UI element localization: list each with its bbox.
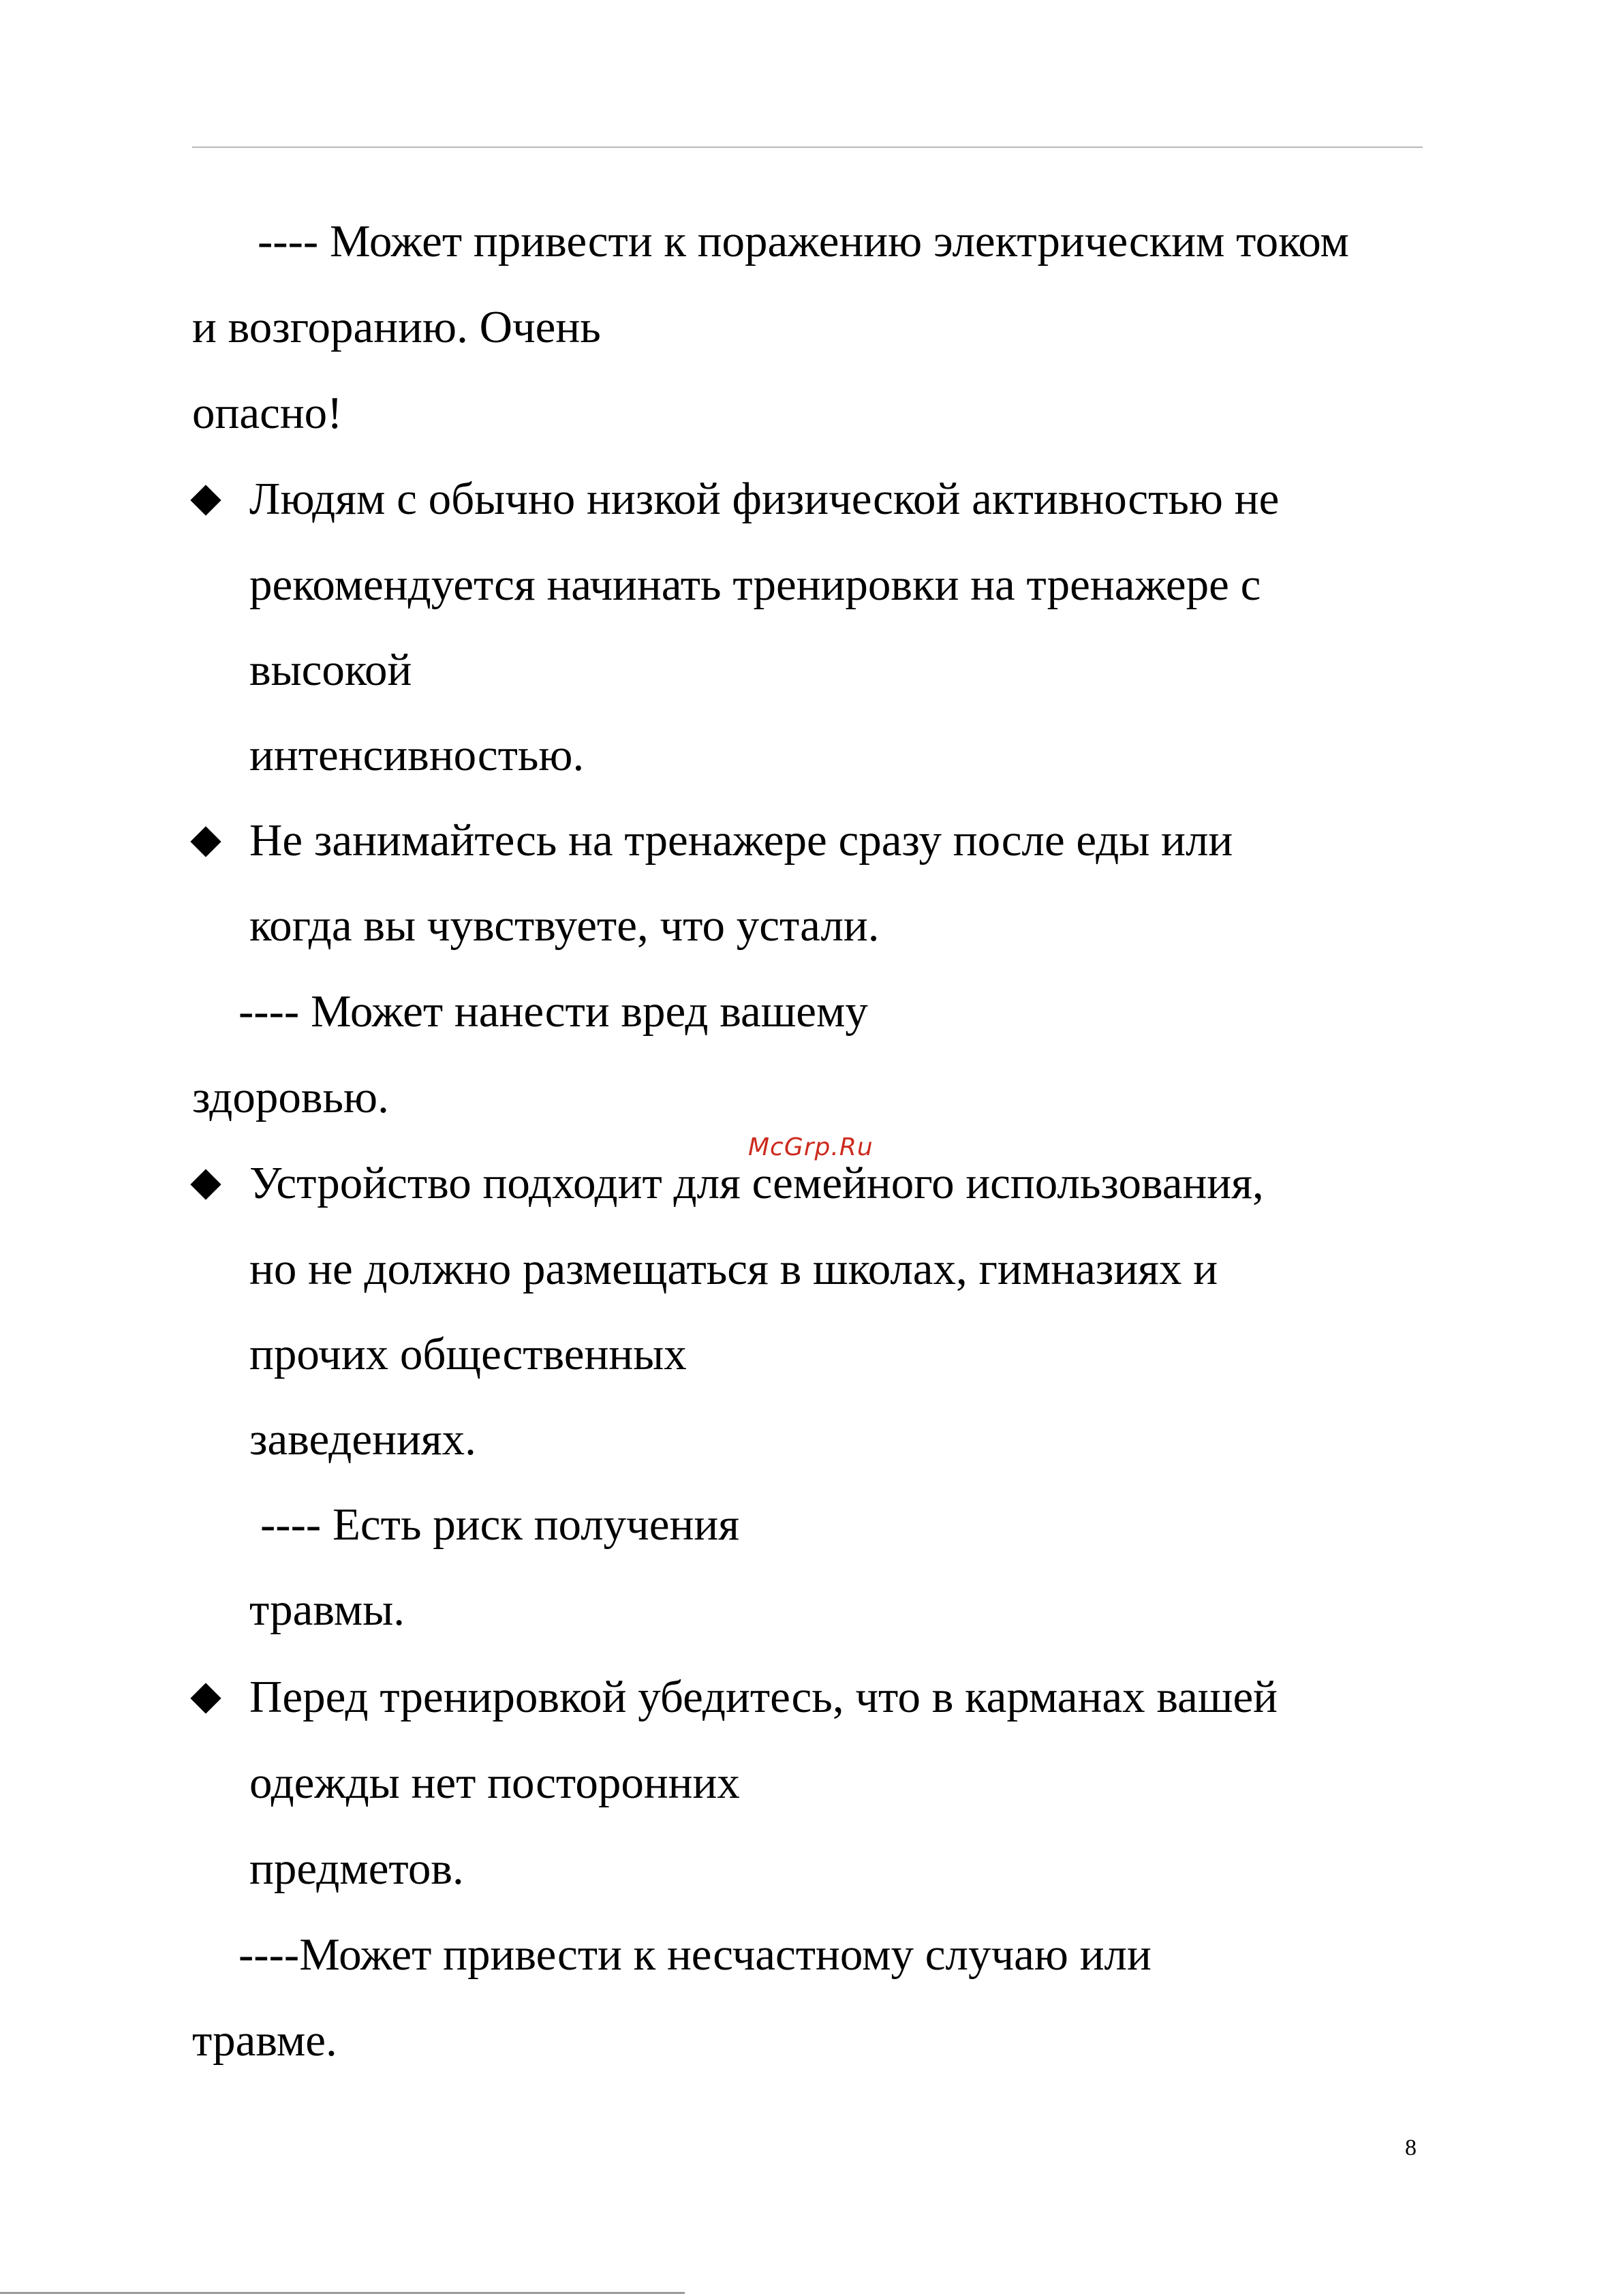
text-line: здоровью. <box>192 1072 389 1122</box>
diamond-bullet-icon <box>190 826 221 857</box>
header-rule <box>192 147 1423 148</box>
text-line: Не занимайтесь на тренажере сразу после еды или <box>249 815 1233 866</box>
text-line: предметов. <box>249 1843 464 1894</box>
diamond-bullet-icon <box>190 1683 221 1713</box>
watermark: McGrp.Ru <box>748 1133 874 1161</box>
text-line: травме. <box>192 2015 337 2066</box>
page-number: 8 <box>1405 2135 1417 2160</box>
text-line: интенсивностью. <box>249 730 585 780</box>
diamond-bullet-icon <box>190 1169 221 1199</box>
text-line: ---- Может привести к поражению электрическим током <box>258 216 1349 266</box>
text-line: заведениях. <box>249 1414 476 1465</box>
text-line: высокой <box>249 645 412 695</box>
text-line: ---- Есть риск получения <box>260 1499 740 1550</box>
text-line: Людям с обычно низкой физической активностью не <box>249 474 1280 524</box>
text-line: травмы. <box>249 1585 405 1635</box>
text-line: одежды нет посторонних <box>249 1758 740 1808</box>
text-line: прочих общественных <box>249 1329 687 1379</box>
text-line: Перед тренировкой убедитесь, что в карманах вашей <box>249 1672 1278 1722</box>
text-line: когда вы чувствуете, что устали. <box>249 900 880 951</box>
text-line: опасно! <box>192 388 343 438</box>
text-line: Устройство подходит для семейного использования, <box>249 1158 1264 1208</box>
text-line: ----Может привести к несчастному случаю или <box>238 1929 1151 1980</box>
footer-rule <box>0 2292 685 2294</box>
text-line: рекомендуется начинать тренировки на тренажере с <box>249 560 1261 610</box>
diamond-bullet-icon <box>190 485 221 515</box>
text-line: ---- Может нанести вред вашему <box>238 986 868 1037</box>
text-line: и возгоранию. Очень <box>192 302 601 352</box>
text-line: но не должно размещаться в школах, гимназиях и <box>249 1244 1218 1294</box>
